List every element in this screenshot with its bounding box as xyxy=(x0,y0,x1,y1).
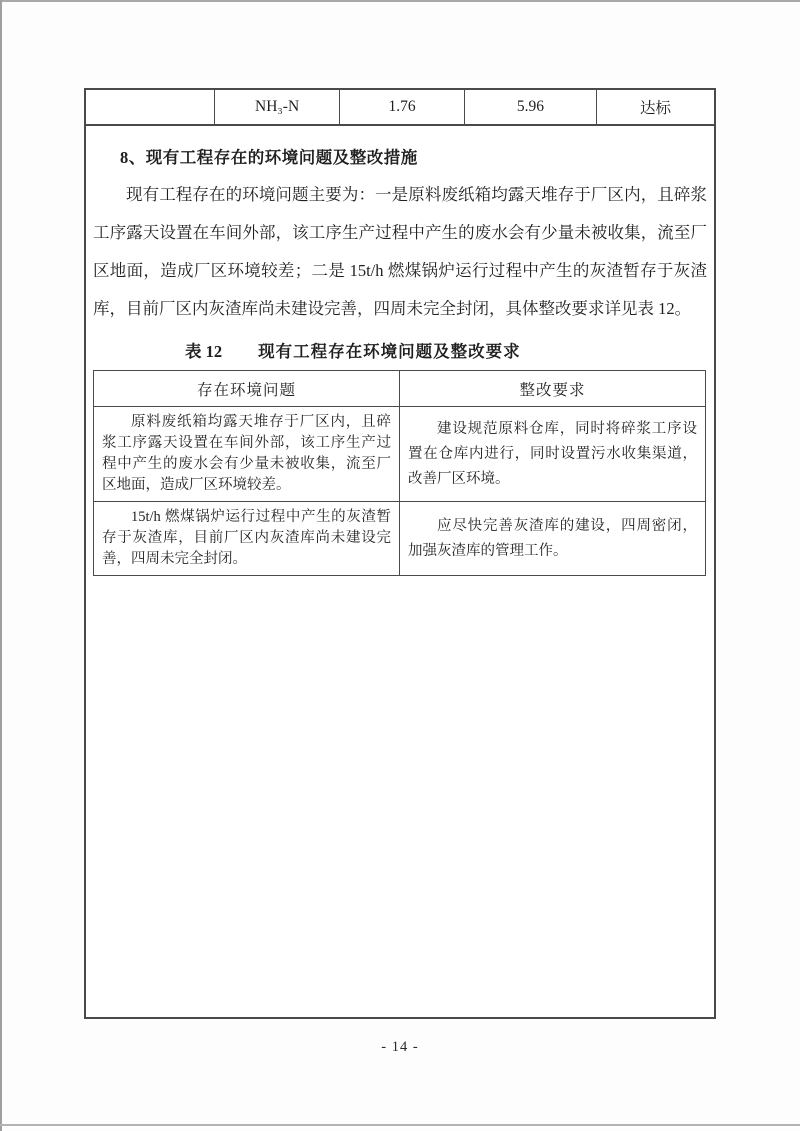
table-row xyxy=(94,502,706,576)
page-bottom-edge-line xyxy=(0,1124,800,1126)
report-form-border xyxy=(84,88,716,1019)
table-cell-compliance: 达标 xyxy=(596,90,714,124)
table-caption-title: 现有工程存在环境问题及整改要求 xyxy=(258,342,521,361)
column-header-requirement: 整改要求 xyxy=(400,371,706,407)
problem-cell xyxy=(94,407,400,502)
requirement-cell xyxy=(400,502,706,576)
body-paragraph: 现有工程存在的环境问题主要为：一是原料废纸箱均露天堆存于厂区内，且碎浆工序露天设置在车间外部，该工序生产过程中产生的废水会有少量未被收集，流至厂区地面，造成厂区环境较差；二是 15t/h 燃煤锅炉运行过程中产生的灰渣暂存于灰渣库，目前厂区内灰渣库尚未建设完善，四周未完全封闭，具体整改要求详见表 12。 xyxy=(93,185,707,318)
column-header-problem: 存在环境问题 xyxy=(94,371,400,407)
table-cell-value-1: 1.76 xyxy=(339,90,464,124)
table-caption-label: 表 12 xyxy=(185,342,223,361)
problem-cell xyxy=(94,502,400,576)
problem-text: 原料废纸箱均露天堆存于厂区内，且碎浆工序露天设置在车间外部，该工序生产过程中产生的废水会有少量未被收集，流至厂区地面，造成厂区环境较差。 xyxy=(102,414,391,493)
table-caption xyxy=(185,338,714,362)
requirement-text: 应尽快完善灰渣库的建设，四周密闭，加强灰渣库的管理工作。 xyxy=(408,517,697,559)
problem-text: 15t/h 燃煤锅炉运行过程中产生的灰渣暂存于灰渣库，目前厂区内灰渣库尚未建设完善，四周未完全封闭。 xyxy=(102,509,391,567)
requirement-text: 建设规范原料仓库，同时将碎浆工序设置在仓库内进行，同时设置污水收集渠道，改善厂区环境。 xyxy=(408,420,697,487)
issues-and-requirements-table xyxy=(93,370,706,576)
table-row xyxy=(94,407,706,502)
table-header-row xyxy=(94,371,706,407)
requirement-cell xyxy=(400,407,706,502)
table-cell-blank xyxy=(86,90,214,124)
table-cell-value-2: 5.96 xyxy=(464,90,596,124)
page-top-edge-line xyxy=(0,0,800,2)
page-left-edge-line xyxy=(0,0,2,1131)
section-heading: 8、现有工程存在的环境问题及整改措施 xyxy=(120,148,418,167)
table-cell-pollutant: NH₃-N xyxy=(214,90,339,124)
page-number: - 14 - xyxy=(381,1039,419,1055)
continued-table-row xyxy=(86,90,714,126)
